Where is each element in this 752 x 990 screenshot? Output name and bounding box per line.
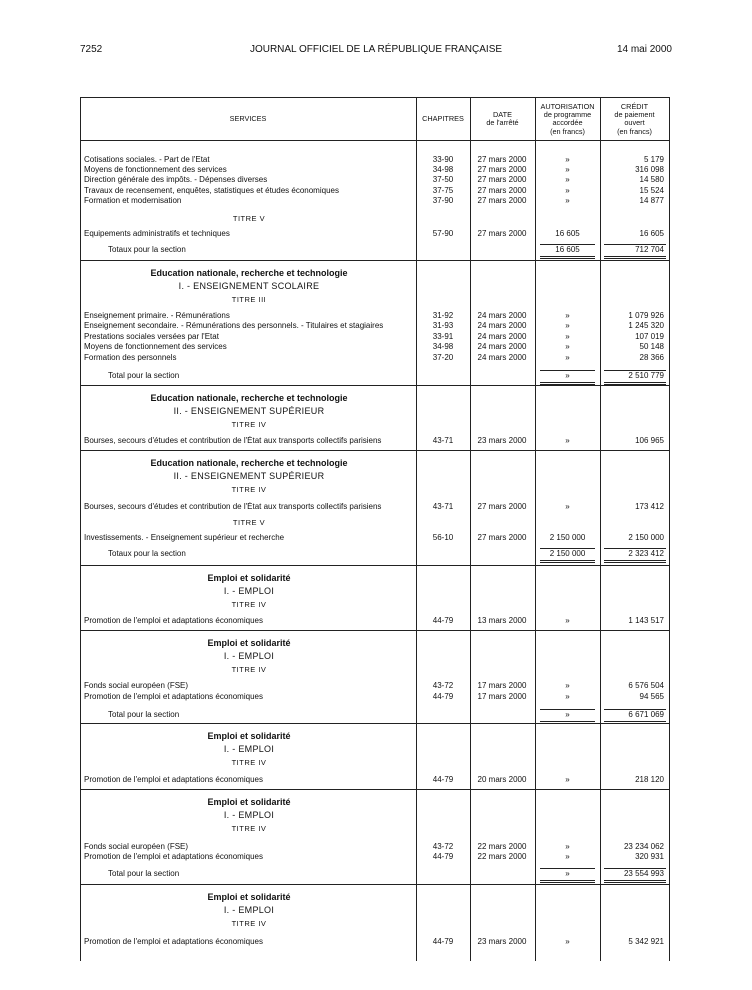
credit-cell: 23 234 062 [623,842,664,851]
chapitre-cell: 44-79 [432,937,454,946]
autorisation-cell: » [565,196,570,205]
section-rule [80,565,670,566]
service-label [84,436,414,446]
titre-heading: TITRE V [232,518,266,527]
total-rule-bottom [540,560,595,563]
section-subtitle: I. - EMPLOI [223,810,275,820]
date-cell: 23 mars 2000 [477,937,527,946]
table-border-right [669,97,670,961]
credit-cell: 218 120 [635,775,664,784]
titre-heading: TITRE IV [231,824,267,833]
credit-cell: 14 580 [639,175,664,184]
date-cell: 24 mars 2000 [477,342,527,351]
credit-cell: 2 150 000 [628,533,664,542]
chapitre-cell: 34-98 [432,342,454,351]
chapitre-cell: 37-75 [432,186,454,195]
total-rule-top [604,244,666,245]
service-label [84,165,414,175]
autorisation-cell: » [565,937,570,946]
date-cell: 27 mars 2000 [477,155,527,164]
autorisation-cell: » [565,616,570,625]
service-label [84,681,414,691]
section-rule [80,385,670,386]
total-rule-top [604,709,666,710]
chapitre-cell: 44-79 [432,616,454,625]
section-title: Emploi et solidarité [207,573,291,583]
credit-cell: 316 098 [635,165,664,174]
service-text: Enseignement primaire. - Rémunérations [84,311,230,320]
service-label [84,353,414,363]
section-rule [80,260,670,261]
titre-heading: TITRE III [231,295,267,304]
titre-heading: TITRE IV [231,758,267,767]
autorisation-total: » [565,710,570,719]
total-rule-top [540,548,595,549]
date-cell: 24 mars 2000 [477,332,527,341]
autorisation-cell: 2 150 000 [549,533,586,542]
section-subtitle: I. - EMPLOI [223,744,275,754]
total-text: Total pour la section [108,371,180,380]
autorisation-cell: » [565,332,570,341]
chapitre-cell: 34-98 [432,165,454,174]
service-label [84,196,414,206]
total-rule-bottom [540,880,595,883]
titre-heading: TITRE IV [231,600,267,609]
column-divider-credit [600,97,601,961]
column-header-credit [600,103,669,136]
date-cell: 23 mars 2000 [477,436,527,445]
autorisation-cell: » [565,321,570,330]
service-label [84,842,414,852]
autorisation-cell: » [565,775,570,784]
service-text: Promotion de l'emploi et adaptations économiques [84,852,263,861]
total-rule-bottom [604,880,666,883]
service-text: Bourses, secours d'études et contribution de l'État aux transports collectifs parisiens [84,436,382,445]
service-label [84,229,414,239]
section-title: Emploi et solidarité [207,731,291,741]
service-text: Cotisations sociales. - Part de l'Etat [84,155,210,164]
date-cell: 27 mars 2000 [477,229,527,238]
autorisation-total: » [565,869,570,878]
autorisation-cell: » [565,436,570,445]
section-title: Emploi et solidarité [207,892,291,902]
section-rule [80,789,670,790]
chapitre-cell: 57-90 [432,229,454,238]
column-header-credit-line: CRÉDIT [620,102,649,111]
column-header-auth-line: AUTORISATION [540,102,595,111]
chapitre-cell: 44-79 [432,692,454,701]
total-rule-bottom [604,256,666,259]
autorisation-cell: » [565,852,570,861]
credit-cell: 107 019 [635,332,664,341]
total-label [108,869,414,879]
autorisation-total: 2 150 000 [549,549,586,558]
column-header-auth-line: (en francs) [550,126,585,136]
service-label [84,775,414,785]
column-header-date-line: de l'arrêté [486,118,519,128]
total-text: Total pour la section [108,710,180,719]
titre-heading: TITRE V [232,214,266,223]
section-subtitle: I. - ENSEIGNEMENT SCOLAIRE [178,281,320,291]
credit-total: 2 323 412 [628,549,664,558]
total-text: Total pour la section [108,869,180,878]
credit-total: 23 554 993 [623,869,664,878]
service-label [84,155,414,165]
date-cell: 22 mars 2000 [477,842,527,851]
total-label [108,245,414,255]
service-text: Promotion de l'emploi et adaptations économiques [84,616,263,625]
service-text: Investissements. - Enseignement supérieur et recherche [84,533,285,542]
date-cell: 13 mars 2000 [477,616,527,625]
autorisation-cell: » [565,353,570,362]
date-cell: 27 mars 2000 [477,186,527,195]
autorisation-cell: » [565,186,570,195]
column-header-chapitres: CHAPITRES [422,114,464,123]
autorisation-cell: » [565,842,570,851]
section-title: Education nationale, recherche et technologie [150,268,348,278]
credit-cell: 320 931 [635,852,664,861]
service-text: Formation et modernisation [84,196,182,205]
service-label [84,692,414,702]
credit-cell: 106 965 [635,436,664,445]
column-divider-autorisation [535,97,536,961]
section-title: Education nationale, recherche et technologie [150,458,348,468]
total-rule-bottom [540,256,595,259]
date-cell: 24 mars 2000 [477,311,527,320]
issue-date: 14 mai 2000 [616,44,672,55]
total-rule-top [540,709,595,710]
service-text: Fonds social européen (FSE) [84,681,189,690]
service-label [84,311,414,321]
chapitre-cell: 43-72 [432,842,454,851]
column-header-auth-line: accordée [552,118,583,128]
total-rule-top [540,370,595,371]
total-rule-top [604,370,666,371]
total-rule-top [604,548,666,549]
table-border-left [80,97,81,961]
total-rule-top [540,868,595,869]
titre-heading: TITRE IV [231,420,267,429]
column-header-date-line: DATE [493,110,512,119]
chapitre-cell: 43-71 [432,436,454,445]
page-number: 7252 [80,44,103,55]
autorisation-cell: » [565,155,570,164]
section-rule [80,630,670,631]
credit-cell: 14 877 [639,196,664,205]
autorisation-cell: 16 605 [555,229,580,238]
service-label [84,616,414,626]
service-label [84,175,414,185]
titre-heading: TITRE IV [231,919,267,928]
header-rule [80,140,670,141]
service-text: Moyens de fonctionnement des services [84,165,227,174]
chapitre-cell: 43-72 [432,681,454,690]
credit-cell: 28 366 [639,353,664,362]
service-label [84,852,414,862]
total-label [108,371,414,381]
chapitre-cell: 31-93 [432,321,454,330]
column-header-autorisation [535,103,600,136]
service-text: Equipements administratifs et techniques [84,229,230,238]
service-label [84,186,414,196]
titre-heading: TITRE IV [231,665,267,674]
section-title: Emploi et solidarité [207,638,291,648]
chapitre-cell: 44-79 [432,775,454,784]
section-rule [80,723,670,724]
credit-cell: 94 565 [639,692,664,701]
autorisation-total: 16 605 [555,245,580,254]
section-subtitle: I. - EMPLOI [223,651,275,661]
section-subtitle: I. - EMPLOI [223,586,275,596]
service-text: Moyens de fonctionnement des services [84,342,227,351]
service-text: Promotion de l'emploi et adaptations économiques [84,775,263,784]
total-label [108,710,414,720]
service-text: Promotion de l'emploi et adaptations économiques [84,692,263,701]
service-text: Fonds social européen (FSE) [84,842,189,851]
autorisation-cell: » [565,342,570,351]
service-text: Enseignement secondaire. - Rémunérations des personnels. - Titulaires et stagiaires [84,321,384,330]
chapitre-cell: 37-20 [432,353,454,362]
credit-total: 2 510 779 [628,371,664,380]
date-cell: 22 mars 2000 [477,852,527,861]
autorisation-cell: » [565,502,570,511]
service-text: Bourses, secours d'études et contribution de l'État aux transports collectifs parisiens [84,502,382,511]
total-rule-top [604,868,666,869]
chapitre-cell: 43-71 [432,502,454,511]
service-label [84,332,414,342]
credit-cell: 1 143 517 [628,616,664,625]
total-text: Totaux pour la section [108,549,186,558]
section-title: Emploi et solidarité [207,797,291,807]
service-label [84,321,414,331]
section-rule [80,884,670,885]
autorisation-cell: » [565,681,570,690]
total-label [108,549,414,559]
service-label [84,502,414,512]
service-text: Prestations sociales versées par l'Etat [84,332,219,341]
service-label [84,342,414,352]
credit-cell: 5 179 [643,155,664,164]
date-cell: 17 mars 2000 [477,681,527,690]
credit-cell: 15 524 [639,186,664,195]
column-divider-chapitres [416,97,417,961]
chapitre-cell: 37-50 [432,175,454,184]
column-header-credit-line: (en francs) [617,126,652,136]
chapitre-cell: 33-90 [432,155,454,164]
date-cell: 27 mars 2000 [477,502,527,511]
date-cell: 20 mars 2000 [477,775,527,784]
autorisation-total: » [565,371,570,380]
service-label [84,937,414,947]
section-title: Education nationale, recherche et technologie [150,393,348,403]
chapitre-cell: 33-91 [432,332,454,341]
column-header-services: SERVICES [229,114,267,123]
column-divider-date [470,97,471,961]
date-cell: 27 mars 2000 [477,196,527,205]
total-text: Totaux pour la section [108,245,186,254]
autorisation-cell: » [565,175,570,184]
section-rule [80,450,670,451]
credit-cell: 5 342 921 [628,937,664,946]
chapitre-cell: 56-10 [432,533,454,542]
credit-total: 6 671 069 [628,710,664,719]
titre-heading: TITRE IV [231,485,267,494]
column-header-credit-line: de paiement [614,110,655,120]
credit-cell: 16 605 [639,229,664,238]
section-subtitle: II. - ENSEIGNEMENT SUPÉRIEUR [173,471,325,481]
column-header-date [470,111,535,127]
total-rule-top [540,244,595,245]
column-header-auth-line: de programme [543,110,592,120]
date-cell: 24 mars 2000 [477,353,527,362]
credit-cell: 1 245 320 [628,321,664,330]
chapitre-cell: 37-90 [432,196,454,205]
date-cell: 17 mars 2000 [477,692,527,701]
credit-total: 712 704 [635,245,664,254]
date-cell: 27 mars 2000 [477,175,527,184]
service-text: Direction générale des impôts. - Dépenses diverses [84,175,268,184]
autorisation-cell: » [565,692,570,701]
autorisation-cell: » [565,165,570,174]
credit-cell: 6 576 504 [628,681,664,690]
date-cell: 27 mars 2000 [477,165,527,174]
credit-cell: 50 148 [639,342,664,351]
journal-title: JOURNAL OFFICIEL DE LA RÉPUBLIQUE FRANÇAISE [249,44,503,55]
credit-cell: 1 079 926 [628,311,664,320]
autorisation-cell: » [565,311,570,320]
total-rule-bottom [604,560,666,563]
service-label [84,533,414,543]
section-subtitle: II. - ENSEIGNEMENT SUPÉRIEUR [173,406,325,416]
chapitre-cell: 31-92 [432,311,454,320]
date-cell: 27 mars 2000 [477,533,527,542]
date-cell: 24 mars 2000 [477,321,527,330]
section-subtitle: I. - EMPLOI [223,905,275,915]
service-text: Formation des personnels [84,353,177,362]
service-text: Promotion de l'emploi et adaptations économiques [84,937,263,946]
service-text: Travaux de recensement, enquêtes, statistiques et études économiques [84,186,339,195]
column-header-credit-line: ouvert [624,118,645,128]
credit-cell: 173 412 [635,502,664,511]
chapitre-cell: 44-79 [432,852,454,861]
